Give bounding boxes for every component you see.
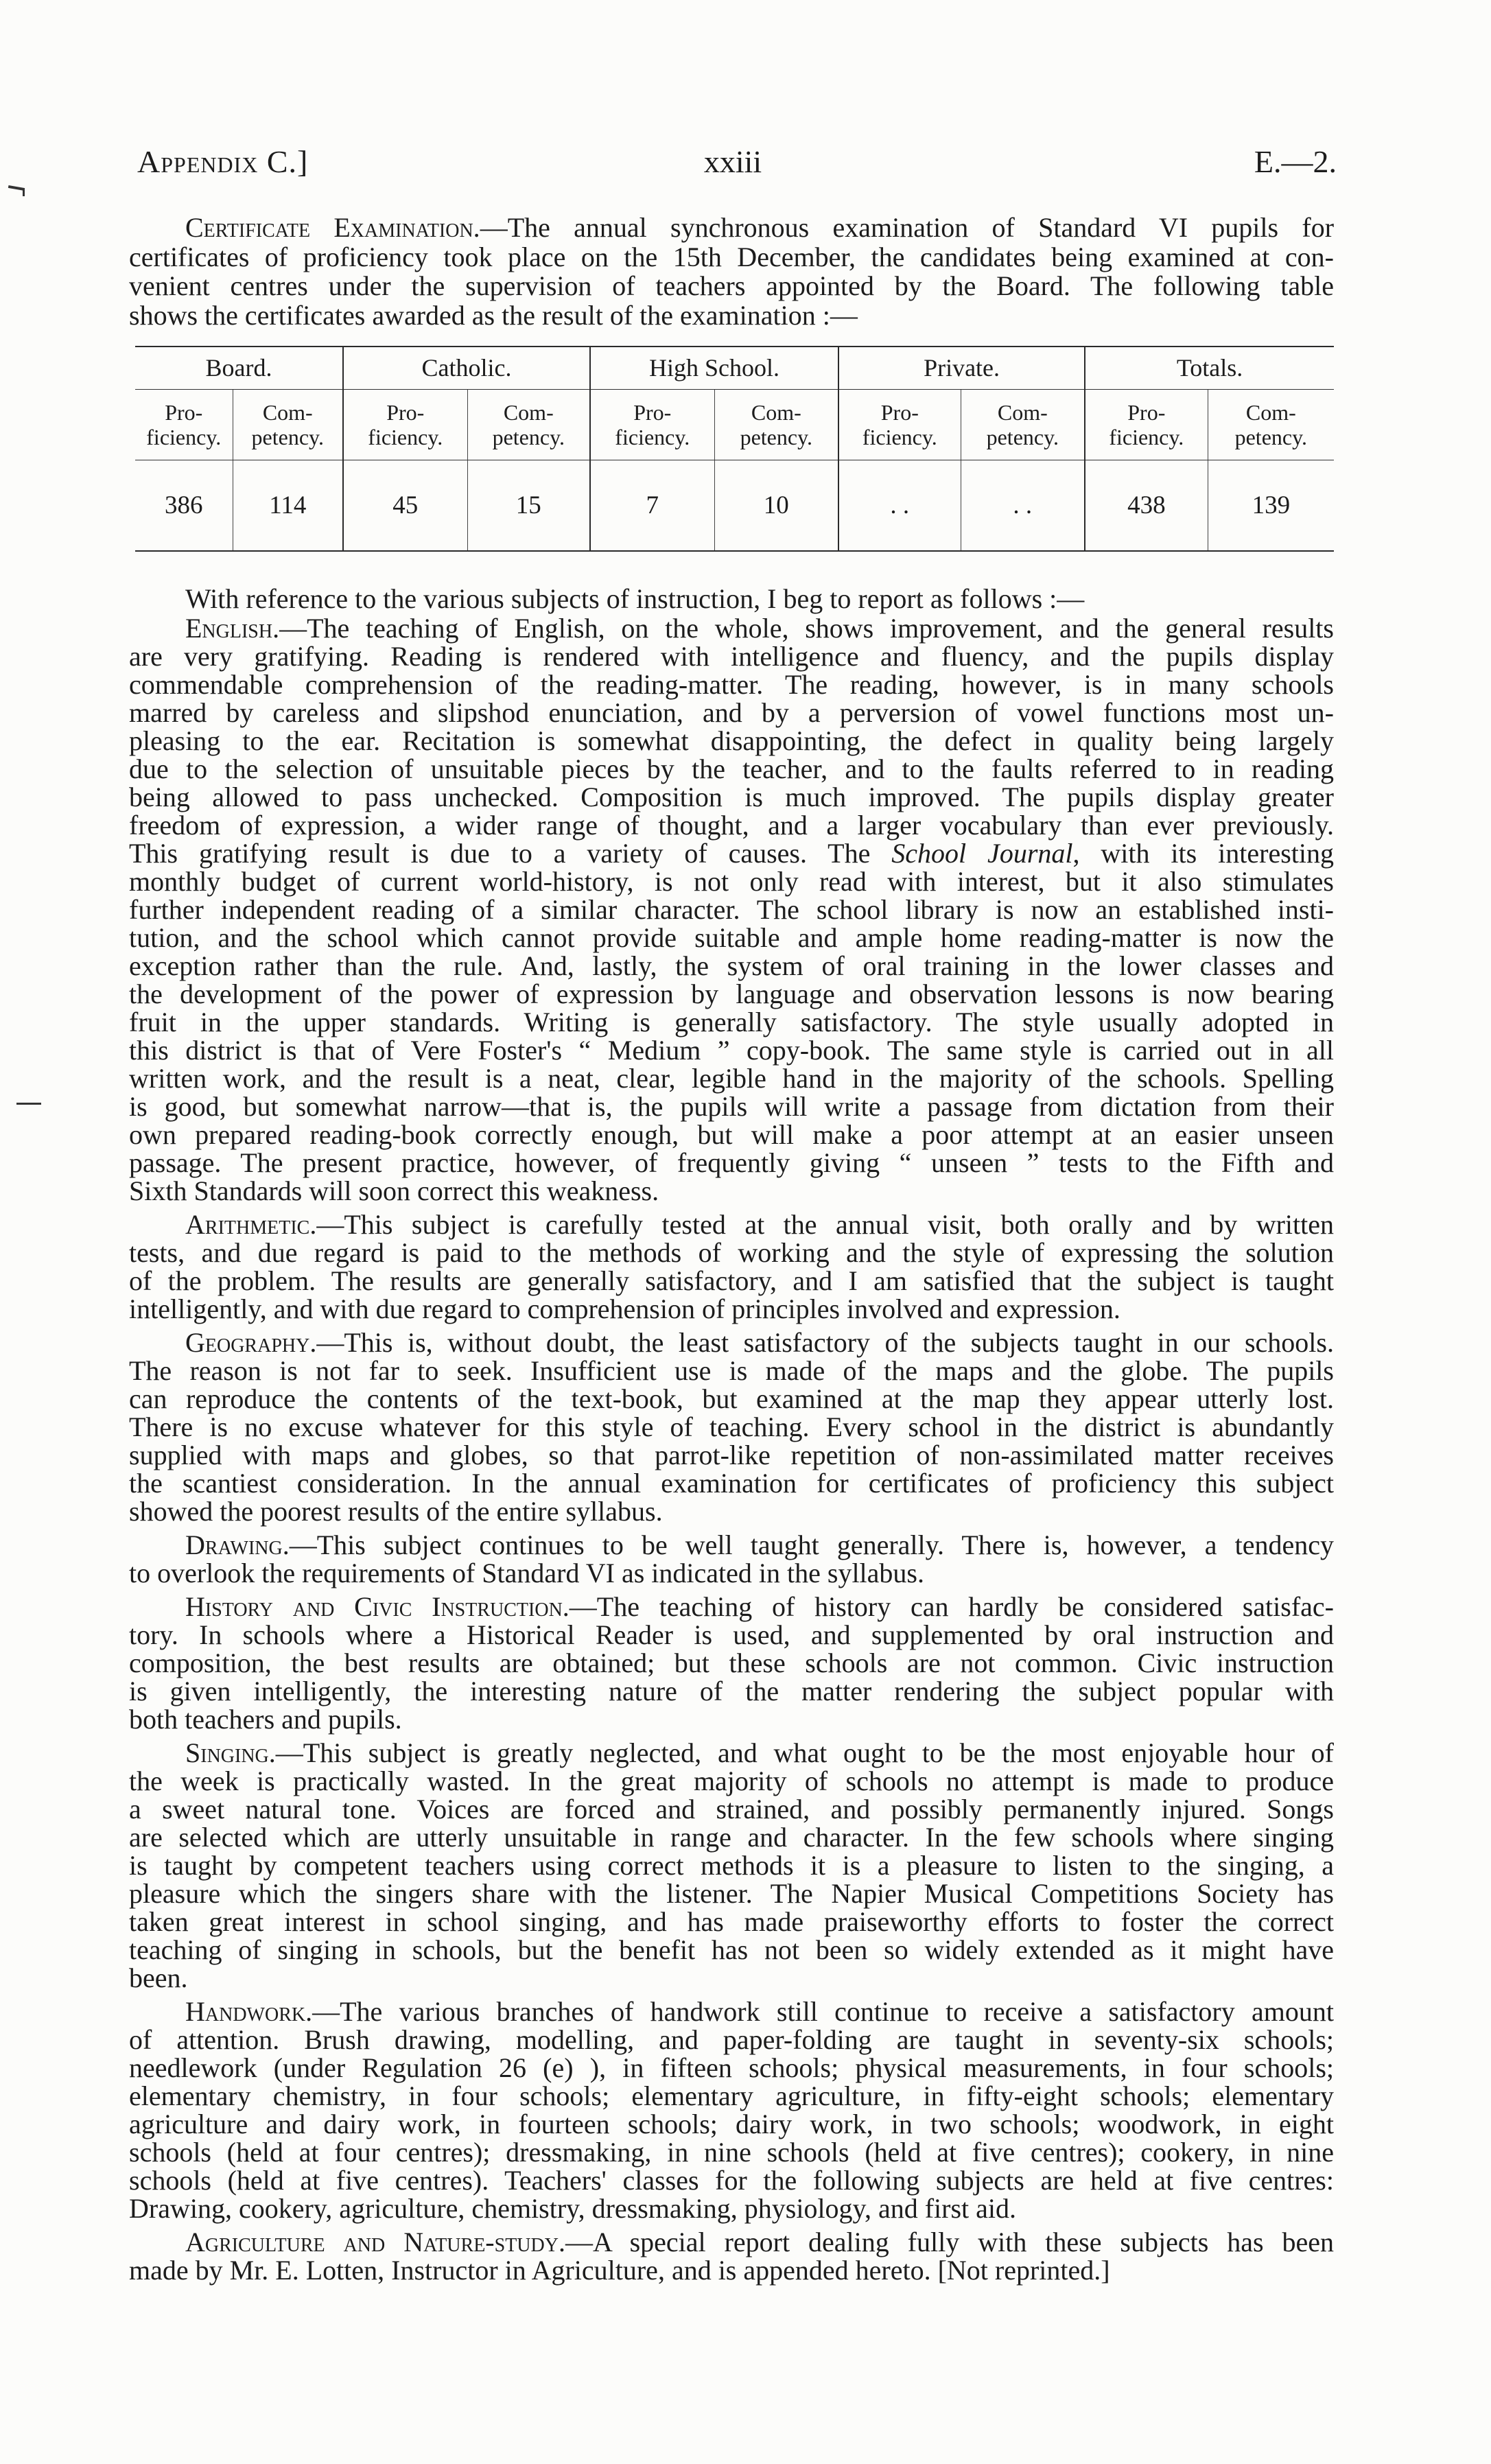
text-line: tests, and due regard is paid to the methods of working and the style of expressing the solution (129, 1237, 1334, 1268)
section-heading: Agriculture and Nature-study. (185, 2227, 565, 2257)
table-cell: 45 (343, 460, 467, 551)
text-line: own prepared reading-book correctly enough, but will make a poor attempt at an easier unseen (129, 1119, 1334, 1150)
text-line: are very gratifying. Reading is rendered with intelligence and fluency, and the pupils display (129, 641, 1334, 672)
table-cell: 7 (590, 460, 714, 551)
text-line: schools (held at four centres); dressmaking, in nine schools (held at five centres); cookery, in nine (129, 2137, 1334, 2168)
text-line: the week is practically wasted. In the great majority of schools no attempt is made to produce (129, 1765, 1334, 1796)
intro-line: With reference to the various subjects of instruction, I beg to report as follows :— (185, 583, 1085, 614)
table-cell: 386 (165, 491, 203, 519)
table-cell: 438 (1085, 460, 1208, 551)
text-line (129, 1531, 1334, 1559)
proficiency-header: Pro- ficiency. (1085, 389, 1208, 460)
column-group-header: High School. (590, 347, 838, 389)
section-geography (129, 1328, 1334, 1525)
text-line: agriculture and dairy work, in fourteen schools; dairy work, in two schools; woodwork, in eight (129, 2109, 1334, 2139)
text-run: —The various branches of handwork still continue to receive a satisfactory amount (312, 1996, 1334, 2027)
section-singing (129, 1739, 1334, 1992)
text-line: of attention. Brush drawing, modelling, and paper-folding are taught in seventy-six schools; (129, 2024, 1334, 2055)
text-line: being allowed to pass unchecked. Composition is much improved. The pupils display greater (129, 782, 1334, 812)
text-line: teaching of singing in schools, but the benefit has not been so widely extended as it might have (129, 1934, 1334, 1965)
margin-mark (23, 188, 25, 196)
text-line: marred by careless and slipshod enunciation, and by a perversion of vowel functions most un- (129, 697, 1334, 728)
text-line: shows the certificates awarded as the result of the examination :— (129, 299, 858, 331)
text-line: can reproduce the contents of the text-book, but examined at the map they appear utterly lost. (129, 1383, 1334, 1414)
text-line: composition, the best results are obtained; but these schools are not common. Civic instruction (129, 1647, 1334, 1678)
text-line: commendable comprehension of the reading-matter. The reading, however, is in many schools (129, 669, 1334, 700)
text-line: Sixth Standards will soon correct this weakness. (129, 1175, 659, 1206)
text-line: fruit in the upper standards. Writing is generally satisfactory. The style usually adopted in (129, 1007, 1334, 1037)
text-line (129, 614, 1334, 642)
text-line: monthly budget of current world-history, is not only read with interest, but it also stimulates (129, 866, 1334, 897)
text-line: made by Mr. E. Lotten, Instructor in Agriculture, and is appended hereto. [Not reprinted.] (129, 2255, 1110, 2286)
column-group-header: Totals. (1085, 347, 1334, 389)
text-line: supplied with maps and globes, so that parrot-like repetition of non-assimilated matter receives (129, 1440, 1334, 1470)
section-heading: English. (185, 613, 280, 644)
text-line: elementary chemistry, in four schools; elementary agriculture, in fifty-eight schools; elementary (129, 2080, 1334, 2111)
text-run: —This subject is greatly neglected, and what ought to be the most enjoyable hour of (275, 1737, 1334, 1768)
text-line: There is no excuse whatever for this style of teaching. Every school in the district is abundantly (129, 1411, 1334, 1442)
text-line: further independent reading of a similar character. The school library is now an established insti- (129, 894, 1334, 925)
running-header-right: E.—2. (1254, 144, 1337, 179)
text-line: certificates of proficiency took place on the 15th December, the candidates being examined at con- (129, 241, 1334, 272)
section-drawing (129, 1531, 1334, 1587)
proficiency-header: Pro- ficiency. (838, 389, 961, 460)
section-heading: Handwork. (185, 1996, 313, 2027)
text-line: Drawing, cookery, agriculture, chemistry, dressmaking, physiology, and first aid. (129, 2193, 1017, 2224)
text-line (129, 213, 1334, 243)
text-line: the scantiest consideration. In the annual examination for certificates of proficiency this subject (129, 1468, 1334, 1499)
section-english (129, 614, 1334, 1205)
report-body (129, 585, 1334, 2284)
text-run: —This is, without doubt, the least satisfactory of the subjects taught in our schools. (316, 1327, 1334, 1358)
section-heading: Drawing. (185, 1529, 290, 1560)
competency-header: Com- petency. (961, 389, 1085, 460)
text-line: tution, and the school which cannot provide suitable and ample home reading-matter is now the (129, 922, 1334, 953)
table-row (135, 460, 1334, 551)
column-group-header: Catholic. (343, 347, 590, 389)
text-line (129, 1210, 1334, 1239)
section-heading: Arithmetic. (185, 1209, 317, 1240)
section-heading: History and Civic Instruction. (185, 1591, 570, 1622)
column-group-header: Board. (135, 347, 343, 389)
text-line: is taught by competent teachers using correct methods it is a pleasure to listen to the singing, a (129, 1850, 1334, 1881)
text-line: passage. The present practice, however, of frequently giving “ unseen ” tests to the Fifth and (129, 1147, 1334, 1178)
table-cell: 114 (233, 460, 343, 551)
certificate-paragraph (129, 213, 1334, 330)
text-line: a sweet natural tone. Voices are forced and strained, and possibly permanently injured. Songs (129, 1794, 1334, 1824)
text-line: is good, but somewhat narrow—that is, the pupils will write a passage from dictation from their (129, 1091, 1334, 1122)
text-line: this district is that of Vere Foster's “ Medium ” copy-book. The same style is carried out in all (129, 1035, 1334, 1066)
certificates-table (135, 346, 1334, 552)
text-line: venient centres under the supervision of teachers appointed by the Board. The following table (129, 270, 1334, 301)
text-line: The reason is not far to seek. Insufficient use is made of the maps and the globe. The pupils (129, 1355, 1334, 1386)
text-run: This gratifying result is due to a variety of causes. The (129, 838, 892, 869)
text-line: intelligently, and with due regard to comprehension of principles involved and expression. (129, 1293, 1120, 1324)
table-cell: 139 (1208, 460, 1334, 551)
table-cell: . . (838, 460, 961, 551)
text-run: —The teaching of history can hardly be considered satisfac- (569, 1591, 1334, 1622)
text-line (129, 1997, 1334, 2026)
table-cell: 15 (467, 460, 590, 551)
text-line: pleasure which the singers share with the listener. The Napier Musical Competitions Society has (129, 1878, 1334, 1909)
text-line: freedom of expression, a wider range of thought, and a larger vocabulary than ever previously. (129, 810, 1334, 841)
text-run: —A special report dealing fully with these subjects has been (565, 2227, 1334, 2257)
text-line: the development of the power of expression by language and observation lessons is now bearing (129, 978, 1334, 1009)
margin-mark (16, 1103, 41, 1105)
column-group-header: Private. (838, 347, 1085, 389)
text-line: due to the selection of unsuitable pieces by the teacher, and to the faults referred to in reading (129, 753, 1334, 784)
text-line (129, 1593, 1334, 1621)
text-line: showed the poorest results of the entire syllabus. (129, 1496, 663, 1527)
competency-header: Com- petency. (233, 389, 343, 460)
section-arithmetic (129, 1210, 1334, 1323)
proficiency-header: Pro- ficiency. (135, 389, 233, 460)
text-line (129, 839, 1334, 867)
text-line: tory. In schools where a Historical Reader is used, and supplemented by oral instruction and (129, 1619, 1334, 1650)
section-heading: Geography. (185, 1327, 317, 1358)
text-run: —This subject continues to be well taught generally. There is, however, a tendency (289, 1529, 1334, 1560)
text-line (129, 1739, 1334, 1767)
text-line: are selected which are utterly unsuitable in range and character. In the few schools where singing (129, 1822, 1334, 1853)
text-line: both teachers and pupils. (129, 1704, 402, 1735)
text-run: , with its interesting (1072, 838, 1334, 869)
text-line: of the problem. The results are generally satisfactory, and I am satisfied that the subject is taught (129, 1265, 1334, 1296)
text-line (129, 1328, 1334, 1357)
text-line: exception rather than the rule. And, lastly, the system of oral training in the lower classes and (129, 950, 1334, 981)
text-line: is given intelligently, the interesting nature of the matter rendering the subject popular with (129, 1676, 1334, 1706)
competency-header: Com- petency. (1208, 389, 1334, 460)
competency-header: Com- petency. (714, 389, 838, 460)
section-history-civic (129, 1593, 1334, 1733)
page-number: xxiii (703, 144, 762, 179)
text-line: taken great interest in school singing, and has made praiseworthy efforts to foster the correct (129, 1906, 1334, 1937)
text-line: to overlook the requirements of Standard VI as indicated in the syllabus. (129, 1558, 924, 1588)
text-line: been. (129, 1962, 188, 1993)
running-header-left: Appendix C.] (137, 144, 309, 179)
proficiency-header: Pro- ficiency. (590, 389, 714, 460)
table-cell: 10 (714, 460, 838, 551)
text-run: —The teaching of English, on the whole, shows improvement, and the general results (279, 613, 1334, 644)
text-line: schools (held at five centres). Teachers' classes for the following subjects are held at five centres: (129, 2165, 1334, 2196)
publication-title: School Journal (891, 838, 1073, 869)
section-heading: Singing. (185, 1737, 276, 1768)
competency-header: Com- petency. (467, 389, 590, 460)
table-header-row (135, 347, 1334, 389)
text-run: —The annual synchronous examination of Standard VI pupils for (480, 212, 1335, 243)
text-line: pleasing to the ear. Recitation is somewhat disappointing, the defect in quality being largely (129, 725, 1334, 756)
text-line: needlework (under Regulation 26 (e) ), in fifteen schools; physical measurements, in four schools; (129, 2052, 1334, 2083)
proficiency-header: Pro- ficiency. (343, 389, 467, 460)
table-cell: . . (961, 460, 1085, 551)
section-handwork (129, 1997, 1334, 2222)
text-run: —This subject is carefully tested at the annual visit, both orally and by written (316, 1209, 1334, 1240)
text-line: written work, and the result is a neat, clear, legible hand in the majority of the schools. Spelling (129, 1063, 1334, 1094)
section-agriculture (129, 2228, 1334, 2284)
section-heading: Certificate Examination. (185, 212, 480, 243)
table-subheader-row (135, 389, 1334, 460)
text-line (129, 2228, 1334, 2256)
